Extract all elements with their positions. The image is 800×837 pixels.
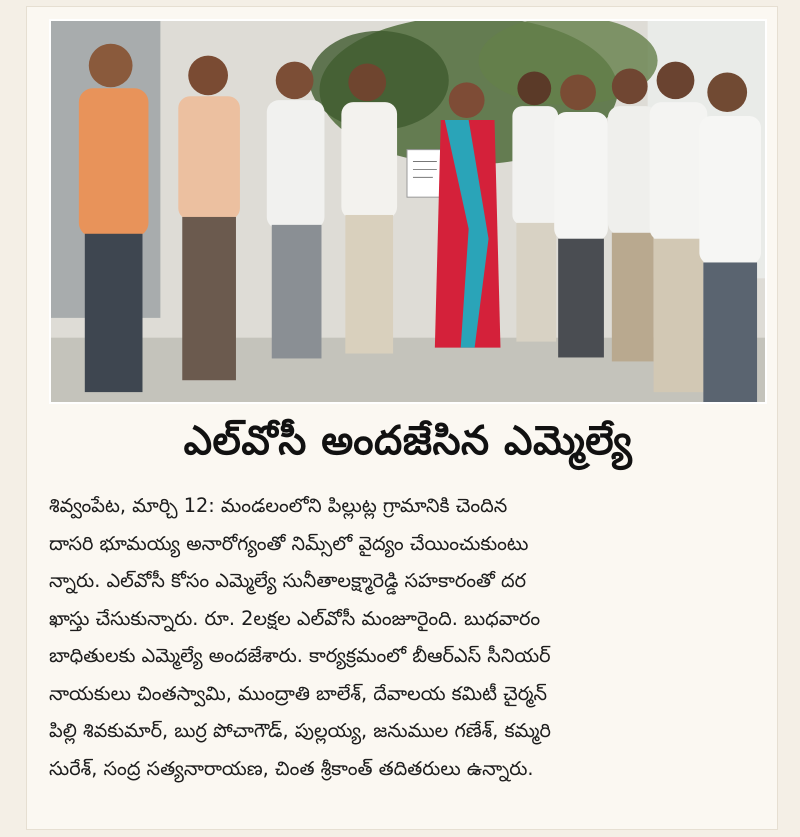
article-body bbox=[49, 487, 771, 787]
body-line: సురేశ్, సంద్ర సత్యనారాయణ, చింత శ్రీకాంత్ తదితరులు ఉన్నారు. bbox=[49, 756, 534, 780]
body-line: దాసరి భూమయ్య అనారోగ్యంతో నిమ్స్‌లో వైద్యం చేయించుకుంటు bbox=[49, 531, 529, 555]
article-headline: ఎల్‌వోసీ అందజేసిన ఎమ్మెల్యే bbox=[183, 418, 633, 464]
body-line: నాయకులు చింతస్వామి, ముంద్రాతి బాలేశ్, దేవాలయ కమిటీ చైర్మన్ bbox=[49, 681, 548, 705]
body-line: ఖాస్తు చేసుకున్నారు. రూ. 2లక్షల ఎల్‌వోసీ మంజూరైంది. బుధవారం bbox=[49, 606, 541, 630]
body-line: బాధితులకు ఎమ్మెల్యే అందజేశారు. కార్యక్రమంలో బీఆర్‌ఎస్ సీనియర్ bbox=[49, 644, 551, 667]
group-photo-illustration bbox=[51, 21, 765, 402]
news-photo bbox=[49, 19, 767, 404]
body-line: శివ్వంపేట, మార్చి 12: మండలంలోని పిల్లుట్ల గ్రామానికి చెందిన bbox=[49, 494, 508, 517]
newspaper-clipping bbox=[26, 6, 778, 830]
body-line: పిల్లి శివకుమార్, బుర్ర పోచాగౌడ్, పుల్లయ్య, జనుముల గణేశ్, కమ్మరి bbox=[49, 719, 551, 742]
body-line: న్నారు. ఎల్‌వోసీ కోసం ఎమ్మెల్యే సునీతాలక్ష్మారెడ్డి సహకారంతో దర bbox=[49, 569, 527, 592]
